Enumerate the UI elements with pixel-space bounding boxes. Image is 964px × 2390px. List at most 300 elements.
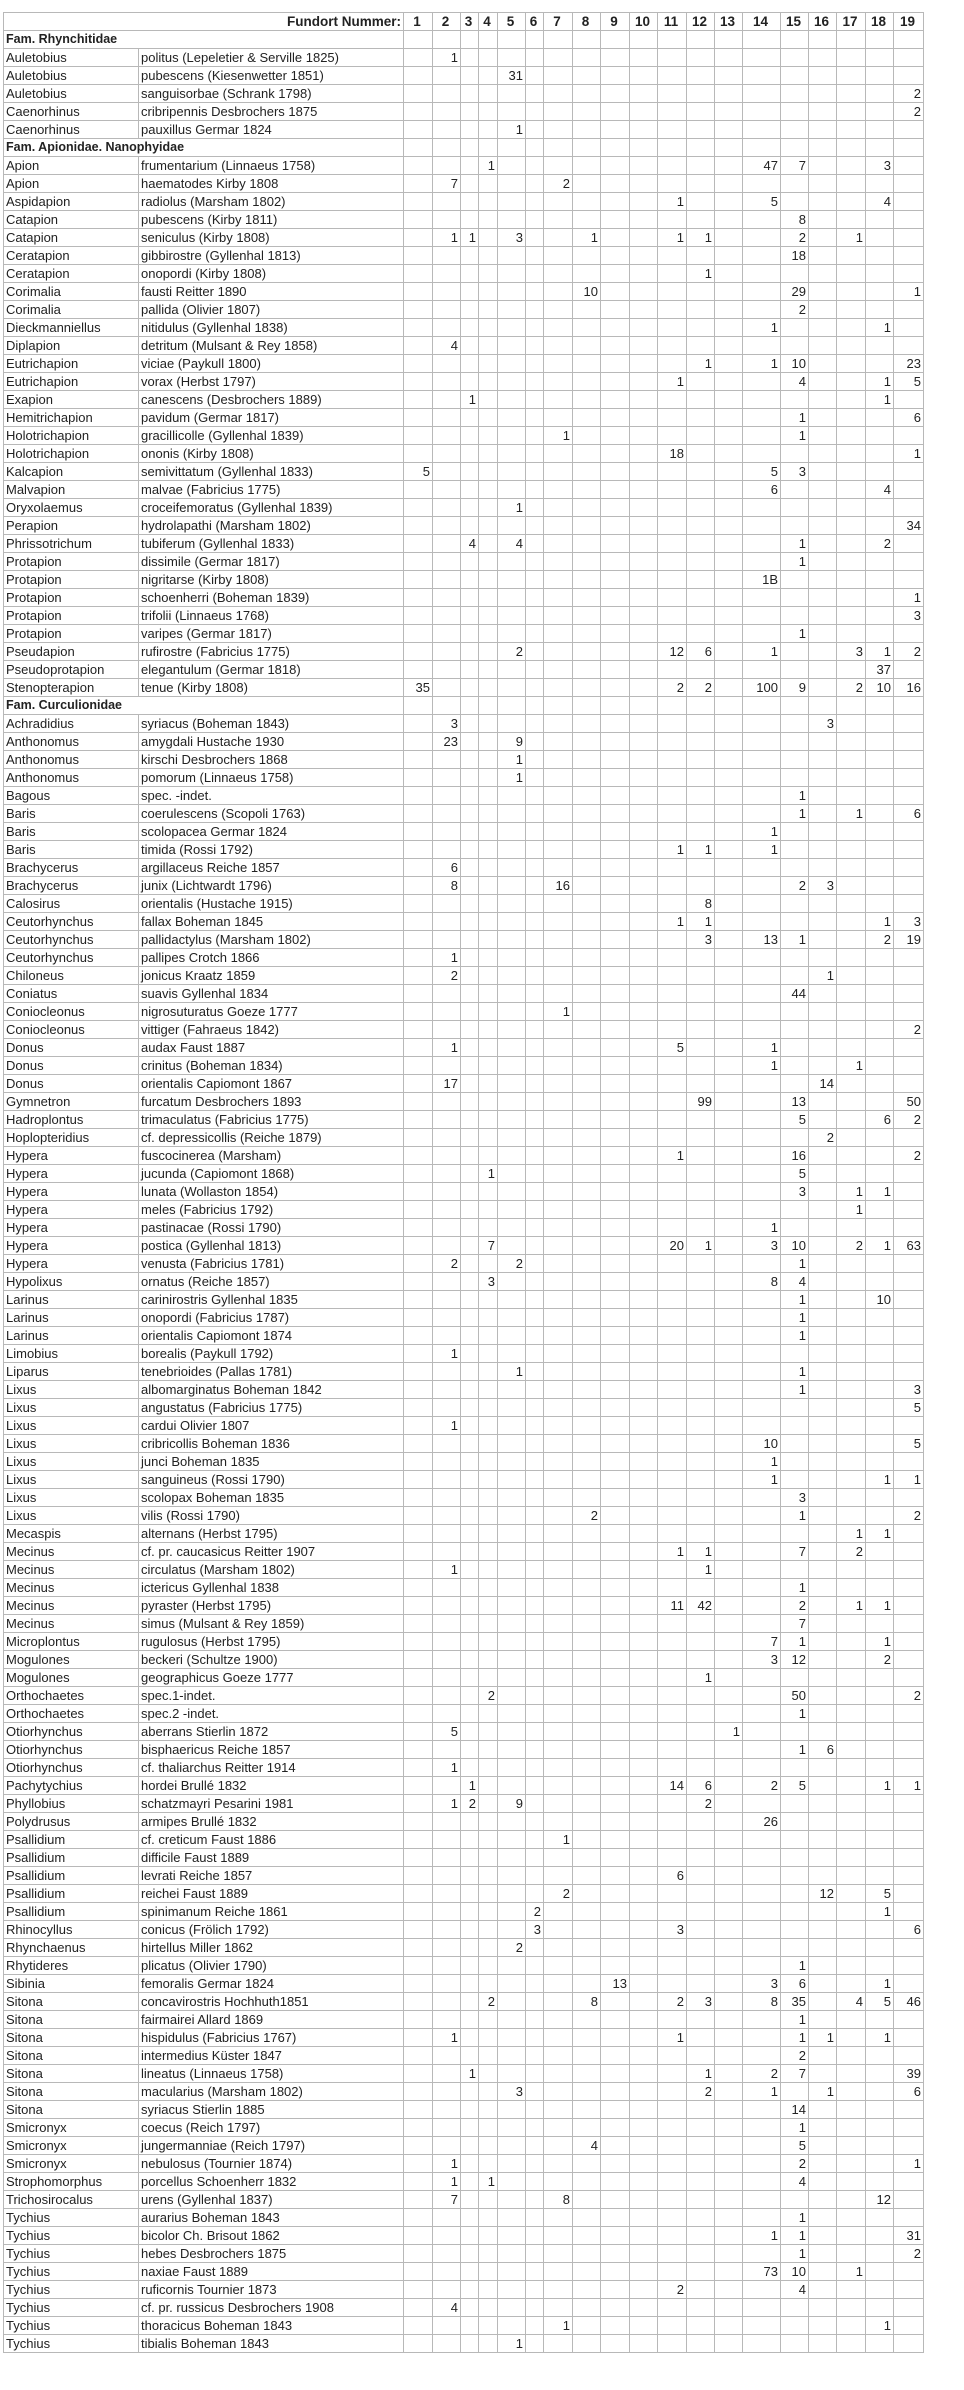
count-cell-9	[601, 1723, 630, 1741]
count-cell-17	[837, 1129, 866, 1147]
count-cell-18: 4	[866, 481, 894, 499]
count-cell-16	[809, 2245, 837, 2263]
genus-cell: Holotrichapion	[4, 445, 139, 463]
count-cell-9	[601, 2335, 630, 2353]
count-cell-16	[809, 1705, 837, 1723]
count-cell-7	[544, 1075, 573, 1093]
count-cell-14	[743, 391, 781, 409]
count-cell-12	[687, 2101, 715, 2119]
count-cell-4	[479, 1417, 498, 1435]
count-cell-11	[658, 1075, 687, 1093]
count-cell-10	[630, 589, 658, 607]
count-cell-19	[894, 553, 924, 571]
count-cell-17	[837, 1399, 866, 1417]
count-cell-19	[894, 175, 924, 193]
count-cell-7	[544, 85, 573, 103]
count-cell-14	[743, 1561, 781, 1579]
count-cell-3: 1	[461, 1777, 479, 1795]
count-cell-7	[544, 1561, 573, 1579]
table-row	[4, 49, 924, 67]
count-cell-18: 1	[866, 1633, 894, 1651]
count-cell-14	[743, 1021, 781, 1039]
count-cell-11	[658, 121, 687, 139]
count-cell-3	[461, 1705, 479, 1723]
count-cell-13	[715, 1669, 743, 1687]
count-cell-9	[601, 2299, 630, 2317]
count-cell-17: 3	[837, 643, 866, 661]
count-cell-12	[687, 1867, 715, 1885]
count-cell-14	[743, 1111, 781, 1129]
count-cell-3	[461, 1273, 479, 1291]
count-cell-19: 46	[894, 1993, 924, 2011]
count-cell-18: 1	[866, 2317, 894, 2335]
count-cell-17	[837, 1309, 866, 1327]
count-cell-6	[526, 1219, 544, 1237]
count-cell-10	[630, 1867, 658, 1885]
count-cell-12	[687, 1579, 715, 1597]
count-cell-19: 2	[894, 1507, 924, 1525]
count-cell-5	[498, 1705, 526, 1723]
table-row	[4, 1867, 924, 1885]
count-cell-4	[479, 769, 498, 787]
cell-empty	[526, 697, 544, 715]
column-header-10: 10	[630, 13, 658, 31]
count-cell-8	[573, 2011, 601, 2029]
count-cell-6	[526, 625, 544, 643]
count-cell-7	[544, 1921, 573, 1939]
count-cell-7	[544, 2083, 573, 2101]
count-cell-7	[544, 1417, 573, 1435]
count-cell-3	[461, 2029, 479, 2047]
count-cell-13	[715, 2281, 743, 2299]
count-cell-9	[601, 1129, 630, 1147]
count-cell-5	[498, 877, 526, 895]
species-cell: pyraster (Herbst 1795)	[139, 1597, 404, 1615]
genus-cell: Eutrichapion	[4, 355, 139, 373]
count-cell-7	[544, 1201, 573, 1219]
count-cell-8	[573, 103, 601, 121]
count-cell-3	[461, 103, 479, 121]
count-cell-2	[433, 1471, 461, 1489]
count-cell-13	[715, 2083, 743, 2101]
count-cell-2	[433, 2065, 461, 2083]
count-cell-18	[866, 877, 894, 895]
species-cell: conicus (Frölich 1792)	[139, 1921, 404, 1939]
count-cell-5	[498, 1849, 526, 1867]
count-cell-15: 1	[781, 1309, 809, 1327]
genus-cell: Microplontus	[4, 1633, 139, 1651]
species-cell: ornatus (Reiche 1857)	[139, 1273, 404, 1291]
count-cell-12	[687, 517, 715, 535]
count-cell-12	[687, 1219, 715, 1237]
count-cell-7	[544, 1903, 573, 1921]
count-cell-11	[658, 1975, 687, 1993]
count-cell-17	[837, 1111, 866, 1129]
count-cell-13	[715, 1741, 743, 1759]
count-cell-19: 1	[894, 1777, 924, 1795]
count-cell-10	[630, 1237, 658, 1255]
count-cell-3: 2	[461, 1795, 479, 1813]
count-cell-14	[743, 625, 781, 643]
count-cell-6	[526, 751, 544, 769]
count-cell-3	[461, 481, 479, 499]
genus-cell: Auletobius	[4, 49, 139, 67]
count-cell-8	[573, 2119, 601, 2137]
count-cell-5	[498, 1417, 526, 1435]
count-cell-2	[433, 1165, 461, 1183]
count-cell-12	[687, 823, 715, 841]
table-row	[4, 463, 924, 481]
count-cell-8	[573, 733, 601, 751]
count-cell-2	[433, 1777, 461, 1795]
count-cell-4	[479, 2263, 498, 2281]
count-cell-4	[479, 1219, 498, 1237]
species-cell: concavirostris Hochhuth1851	[139, 1993, 404, 2011]
count-cell-15	[781, 2299, 809, 2317]
count-cell-17	[837, 1633, 866, 1651]
count-cell-3	[461, 1219, 479, 1237]
genus-cell: Auletobius	[4, 85, 139, 103]
count-cell-14	[743, 301, 781, 319]
count-cell-11	[658, 571, 687, 589]
count-cell-7	[544, 1345, 573, 1363]
count-cell-5: 9	[498, 733, 526, 751]
count-cell-1	[404, 1219, 433, 1237]
count-cell-10	[630, 715, 658, 733]
count-cell-11: 20	[658, 1237, 687, 1255]
table-row	[4, 1831, 924, 1849]
count-cell-18: 1	[866, 391, 894, 409]
count-cell-14	[743, 1291, 781, 1309]
count-cell-3	[461, 1417, 479, 1435]
genus-cell: Hypera	[4, 1201, 139, 1219]
genus-cell: Phrissotrichum	[4, 535, 139, 553]
count-cell-10	[630, 787, 658, 805]
count-cell-17	[837, 2083, 866, 2101]
count-cell-8	[573, 1453, 601, 1471]
count-cell-11	[658, 1381, 687, 1399]
count-cell-6	[526, 1867, 544, 1885]
count-cell-13	[715, 2047, 743, 2065]
cell-empty	[658, 31, 687, 49]
count-cell-6	[526, 409, 544, 427]
count-cell-13	[715, 337, 743, 355]
count-cell-12	[687, 625, 715, 643]
table-row	[4, 1291, 924, 1309]
count-cell-19	[894, 1057, 924, 1075]
genus-cell: Mogulones	[4, 1669, 139, 1687]
count-cell-5	[498, 2227, 526, 2245]
count-cell-16: 1	[809, 2029, 837, 2047]
table-row	[4, 967, 924, 985]
count-cell-19: 1	[894, 2155, 924, 2173]
species-cell: junci Boheman 1835	[139, 1453, 404, 1471]
genus-cell: Ceutorhynchus	[4, 913, 139, 931]
count-cell-7	[544, 805, 573, 823]
count-cell-8	[573, 175, 601, 193]
count-cell-6	[526, 2029, 544, 2047]
count-cell-14: 1	[743, 2083, 781, 2101]
count-cell-14	[743, 1669, 781, 1687]
count-cell-2	[433, 121, 461, 139]
table-row	[4, 733, 924, 751]
count-cell-19	[894, 571, 924, 589]
table-row	[4, 787, 924, 805]
count-cell-5	[498, 517, 526, 535]
count-cell-17	[837, 283, 866, 301]
count-cell-14	[743, 499, 781, 517]
count-cell-19: 34	[894, 517, 924, 535]
count-cell-4	[479, 1975, 498, 1993]
count-cell-16	[809, 1201, 837, 1219]
count-cell-14: 5	[743, 463, 781, 481]
count-cell-18	[866, 2263, 894, 2281]
family-name: Fam. Rhynchitidae	[4, 31, 404, 49]
count-cell-14	[743, 1075, 781, 1093]
count-cell-17	[837, 2317, 866, 2335]
count-cell-9	[601, 841, 630, 859]
count-cell-12	[687, 1327, 715, 1345]
genus-cell: Mecinus	[4, 1579, 139, 1597]
count-cell-8	[573, 499, 601, 517]
count-cell-5	[498, 1921, 526, 1939]
genus-cell: Lixus	[4, 1399, 139, 1417]
count-cell-4	[479, 265, 498, 283]
count-cell-16	[809, 2263, 837, 2281]
count-cell-3	[461, 589, 479, 607]
count-cell-10	[630, 85, 658, 103]
count-cell-1	[404, 2047, 433, 2065]
count-cell-6	[526, 103, 544, 121]
count-cell-1	[404, 319, 433, 337]
count-cell-7	[544, 1399, 573, 1417]
count-cell-6	[526, 1399, 544, 1417]
count-cell-16	[809, 499, 837, 517]
count-cell-10	[630, 1291, 658, 1309]
count-cell-17	[837, 1813, 866, 1831]
count-cell-4	[479, 1795, 498, 1813]
table-row	[4, 1795, 924, 1813]
count-cell-9	[601, 1597, 630, 1615]
count-cell-11	[658, 589, 687, 607]
species-cell: intermedius Küster 1847	[139, 2047, 404, 2065]
genus-cell: Brachycerus	[4, 859, 139, 877]
table-row	[4, 2209, 924, 2227]
count-cell-17	[837, 1705, 866, 1723]
count-cell-1	[404, 337, 433, 355]
count-cell-16: 3	[809, 877, 837, 895]
cell-empty	[866, 139, 894, 157]
count-cell-12: 2	[687, 679, 715, 697]
count-cell-9	[601, 769, 630, 787]
count-cell-13	[715, 1543, 743, 1561]
count-cell-4	[479, 1579, 498, 1597]
count-cell-9	[601, 391, 630, 409]
count-cell-1	[404, 1615, 433, 1633]
count-cell-3	[461, 1885, 479, 1903]
count-cell-4	[479, 1291, 498, 1309]
count-cell-10	[630, 193, 658, 211]
count-cell-1	[404, 823, 433, 841]
count-cell-13	[715, 1687, 743, 1705]
count-cell-9	[601, 2281, 630, 2299]
count-cell-15: 8	[781, 211, 809, 229]
species-cell: hordei Brullé 1832	[139, 1777, 404, 1795]
count-cell-4	[479, 427, 498, 445]
count-cell-15: 1	[781, 2245, 809, 2263]
count-cell-9	[601, 1867, 630, 1885]
count-cell-13	[715, 481, 743, 499]
count-cell-5	[498, 157, 526, 175]
count-cell-15	[781, 319, 809, 337]
count-cell-13	[715, 2227, 743, 2245]
count-cell-9	[601, 265, 630, 283]
count-cell-9	[601, 1669, 630, 1687]
count-cell-3	[461, 1237, 479, 1255]
count-cell-17	[837, 1831, 866, 1849]
count-cell-12: 1	[687, 1543, 715, 1561]
count-cell-6	[526, 1831, 544, 1849]
cell-empty	[544, 697, 573, 715]
column-header-16: 16	[809, 13, 837, 31]
count-cell-6	[526, 1723, 544, 1741]
count-cell-4	[479, 1003, 498, 1021]
count-cell-1	[404, 121, 433, 139]
count-cell-16	[809, 1669, 837, 1687]
table-row	[4, 2083, 924, 2101]
cell-empty	[601, 31, 630, 49]
count-cell-17	[837, 1471, 866, 1489]
count-cell-8	[573, 193, 601, 211]
count-cell-9	[601, 1381, 630, 1399]
count-cell-6	[526, 877, 544, 895]
count-cell-15: 2	[781, 2155, 809, 2173]
genus-cell: Rhynchaenus	[4, 1939, 139, 1957]
count-cell-2	[433, 607, 461, 625]
count-cell-4	[479, 931, 498, 949]
count-cell-6	[526, 1021, 544, 1039]
count-cell-11	[658, 2173, 687, 2191]
count-cell-4	[479, 1903, 498, 1921]
count-cell-15: 5	[781, 2137, 809, 2155]
count-cell-10	[630, 1399, 658, 1417]
count-cell-16	[809, 1507, 837, 1525]
count-cell-2	[433, 1633, 461, 1651]
genus-cell: Sitona	[4, 2101, 139, 2119]
count-cell-4	[479, 2191, 498, 2209]
table-row	[4, 1201, 924, 1219]
count-cell-7	[544, 2047, 573, 2065]
count-cell-1	[404, 1921, 433, 1939]
count-cell-16: 3	[809, 715, 837, 733]
count-cell-13	[715, 877, 743, 895]
count-cell-6	[526, 1759, 544, 1777]
column-header-13: 13	[715, 13, 743, 31]
count-cell-7	[544, 571, 573, 589]
count-cell-3	[461, 427, 479, 445]
count-cell-7	[544, 193, 573, 211]
count-cell-11	[658, 157, 687, 175]
count-cell-16	[809, 1363, 837, 1381]
count-cell-2	[433, 103, 461, 121]
count-cell-15	[781, 949, 809, 967]
count-cell-2	[433, 1399, 461, 1417]
count-cell-13	[715, 1021, 743, 1039]
count-cell-2	[433, 2281, 461, 2299]
count-cell-17	[837, 967, 866, 985]
count-cell-5	[498, 1615, 526, 1633]
count-cell-12	[687, 1309, 715, 1327]
count-cell-12	[687, 157, 715, 175]
count-cell-3	[461, 1183, 479, 1201]
count-cell-15	[781, 1129, 809, 1147]
count-cell-18	[866, 463, 894, 481]
count-cell-13	[715, 859, 743, 877]
count-cell-19	[894, 481, 924, 499]
species-cell: amygdali Hustache 1930	[139, 733, 404, 751]
count-cell-3	[461, 895, 479, 913]
cell-empty	[781, 697, 809, 715]
count-cell-8	[573, 1075, 601, 1093]
count-cell-18	[866, 985, 894, 1003]
count-cell-6	[526, 805, 544, 823]
count-cell-12	[687, 1525, 715, 1543]
count-cell-11	[658, 1813, 687, 1831]
count-cell-4	[479, 211, 498, 229]
count-cell-17	[837, 1453, 866, 1471]
count-cell-1	[404, 2191, 433, 2209]
count-cell-6	[526, 2227, 544, 2245]
count-cell-18	[866, 2083, 894, 2101]
count-cell-5	[498, 301, 526, 319]
count-cell-1	[404, 985, 433, 1003]
count-cell-19	[894, 1273, 924, 1291]
count-cell-11	[658, 1903, 687, 1921]
count-cell-9	[601, 355, 630, 373]
count-cell-12	[687, 2047, 715, 2065]
count-cell-6	[526, 553, 544, 571]
count-cell-1	[404, 607, 433, 625]
count-cell-18	[866, 2227, 894, 2245]
count-cell-19	[894, 1489, 924, 1507]
count-cell-14	[743, 1489, 781, 1507]
count-cell-15	[781, 103, 809, 121]
count-cell-19: 1	[894, 589, 924, 607]
count-cell-3	[461, 1057, 479, 1075]
count-cell-1	[404, 1273, 433, 1291]
count-cell-3	[461, 985, 479, 1003]
table-row	[4, 1453, 924, 1471]
count-cell-14	[743, 1381, 781, 1399]
count-cell-3	[461, 1489, 479, 1507]
count-cell-11	[658, 1957, 687, 1975]
table-row	[4, 1687, 924, 1705]
count-cell-19	[894, 1561, 924, 1579]
family-row	[4, 139, 924, 157]
count-cell-6	[526, 1345, 544, 1363]
count-cell-16	[809, 823, 837, 841]
count-cell-15	[781, 481, 809, 499]
count-cell-8	[573, 1723, 601, 1741]
count-cell-7	[544, 1291, 573, 1309]
count-cell-9	[601, 1363, 630, 1381]
count-cell-18	[866, 229, 894, 247]
count-cell-13	[715, 1111, 743, 1129]
genus-cell: Coniatus	[4, 985, 139, 1003]
species-cell: borealis (Paykull 1792)	[139, 1345, 404, 1363]
count-cell-17	[837, 2227, 866, 2245]
count-cell-1	[404, 1471, 433, 1489]
